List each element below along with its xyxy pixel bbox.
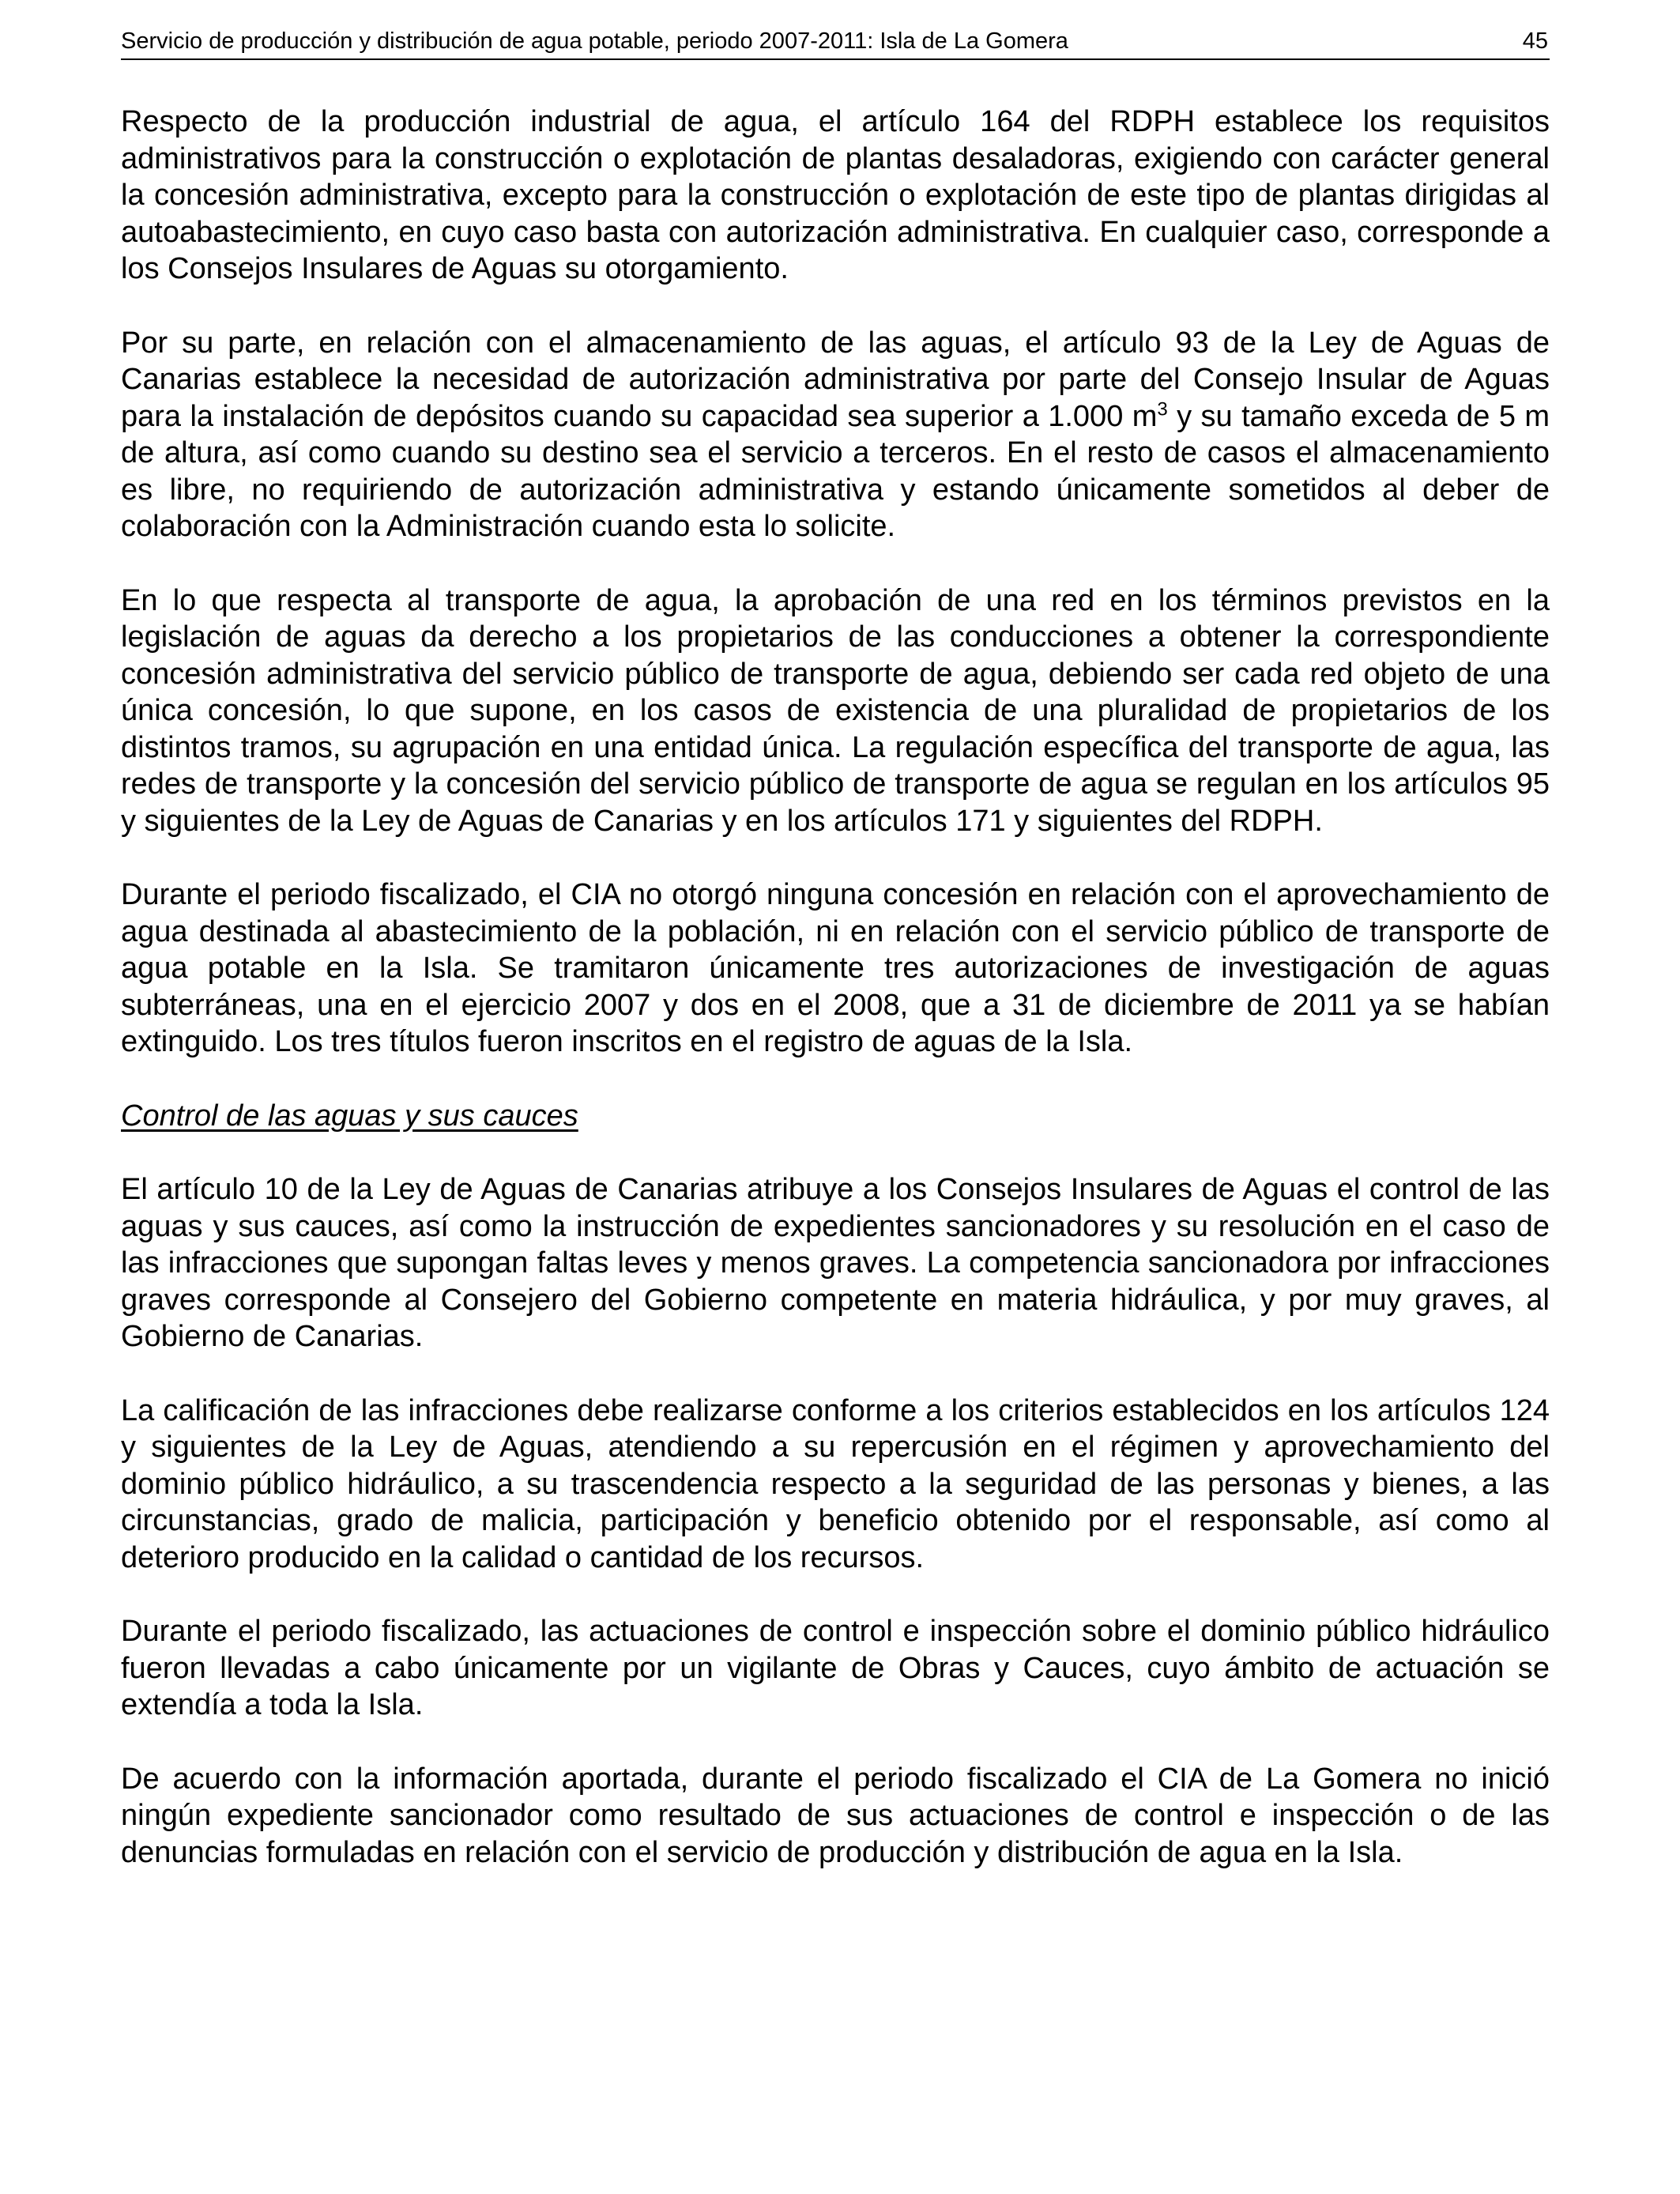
paragraph-transport: En lo que respecta al transporte de agua, la aprobación de una red en los términos previstos en la legislación de aguas da derecho a los propietarios de las conducciones a obtener la correspondiente concesión administrativa del servicio público de transporte de agua, debiendo ser cada red objeto de una única concesión, lo que supone, en los casos de existencia de una pluralidad de propietarios de los distintos tramos, su agrupación en una entidad única. La regulación específica del transporte de agua, las redes de transporte y la concesión del servicio público de transporte de agua se regulan en los artículos 95 y siguientes de la Ley de Aguas de Canarias y en los artículos 171 y siguientes del RDPH. (121, 583, 1550, 838)
header-title: Servicio de producción y distribución de agua potable, periodo 2007-2011: Isla de La Gomera (121, 28, 1068, 54)
page-number: 45 (1522, 28, 1548, 54)
paragraph-sanction-proceedings: De acuerdo con la información aportada, durante el periodo fiscalizado el CIA de La Gomera no inició ningún expediente sancionador como resultado de sus actuaciones de control e inspección o de las denuncias formuladas en relación con el servicio de producción y distribución de agua en la Isla. (121, 1762, 1550, 1869)
section-heading: Control de las aguas y sus cauces (121, 1099, 578, 1133)
paragraph-period-concessions: Durante el periodo fiscalizado, el CIA no otorgó ninguna concesión en relación con el aprovechamiento de agua destinada al abastecimiento de la población, ni en relación con el servicio público de transporte de agua potable en la Isla. Se tramitaron únicamente tres autorizaciones de investigación de aguas subterráneas, una en el ejercicio 2007 y dos en el 2008, que a 31 de diciembre de 2011 ya se habían extinguido. Los tres títulos fueron inscritos en el registro de aguas de la Isla. (121, 878, 1550, 1058)
paragraph-storage-text-start: Por su parte, en relación con el almacenamiento de las aguas, el artículo 93 de la Ley de Aguas de Canarias establece la necesidad de autorización administrativa por parte del Consejo Insular de Aguas para la instalación de depósitos cuando su capacidad sea superior a 1.000 m (121, 326, 1550, 433)
paragraph-control-competence: El artículo 10 de la Ley de Aguas de Canarias atribuye a los Consejos Insulares de Aguas el control de las aguas y sus cauces, así como la instrucción de expedientes sancionadores y su resolución en el caso de las infracciones que supongan faltas leves y menos graves. La competencia sancionadora por infracciones graves corresponde al Consejero del Gobierno competente en materia hidráulica, y por muy graves, al Gobierno de Canarias. (121, 1173, 1550, 1353)
paragraph-industrial-production: Respecto de la producción industrial de agua, el artículo 164 del RDPH establece los requisitos administrativos para la construcción o explotación de plantas desaladoras, exigiendo con carácter general la concesión administrativa, excepto para la construcción o explotación de este tipo de plantas dirigidas al autoabastecimiento, en cuyo caso basta con autorización administrativa. En cualquier caso, corresponde a los Consejos Insulares de Aguas su otorgamiento. (121, 105, 1550, 285)
paragraph-infraction-classification: La calificación de las infracciones debe realizarse conforme a los criterios establecidos en los artículos 124 y siguientes de la Ley de Aguas, atendiendo a su repercusión en el régimen y aprovechamiento del dominio público hidráulico, a su trascendencia respecto a la seguridad de las personas y bienes, a las circunstancias, grado de malicia, participación y beneficio obtenido por el responsable, así como al deterioro producido en la calidad o cantidad de los recursos. (121, 1393, 1550, 1574)
page-header (121, 24, 1550, 60)
document-body (121, 104, 1550, 1908)
paragraph-storage-text-end: y su tamaño exceda de 5 m de altura, así como cuando su destino sea el servicio a terceros. En el resto de casos el almacenamiento es libre, no requiriendo de autorización administrativa y estando únicamente sometidos al deber de colaboración con la Administración cuando esta lo solicite. (121, 399, 1550, 543)
paragraph-inspection-actions: Durante el periodo fiscalizado, las actuaciones de control e inspección sobre el dominio público hidráulico fueron llevadas a cabo únicamente por un vigilante de Obras y Cauces, cuyo ámbito de actuación se extendía a toda la Isla. (121, 1615, 1550, 1721)
paragraph-storage (121, 325, 1550, 545)
cubic-superscript: 3 (1157, 398, 1168, 420)
